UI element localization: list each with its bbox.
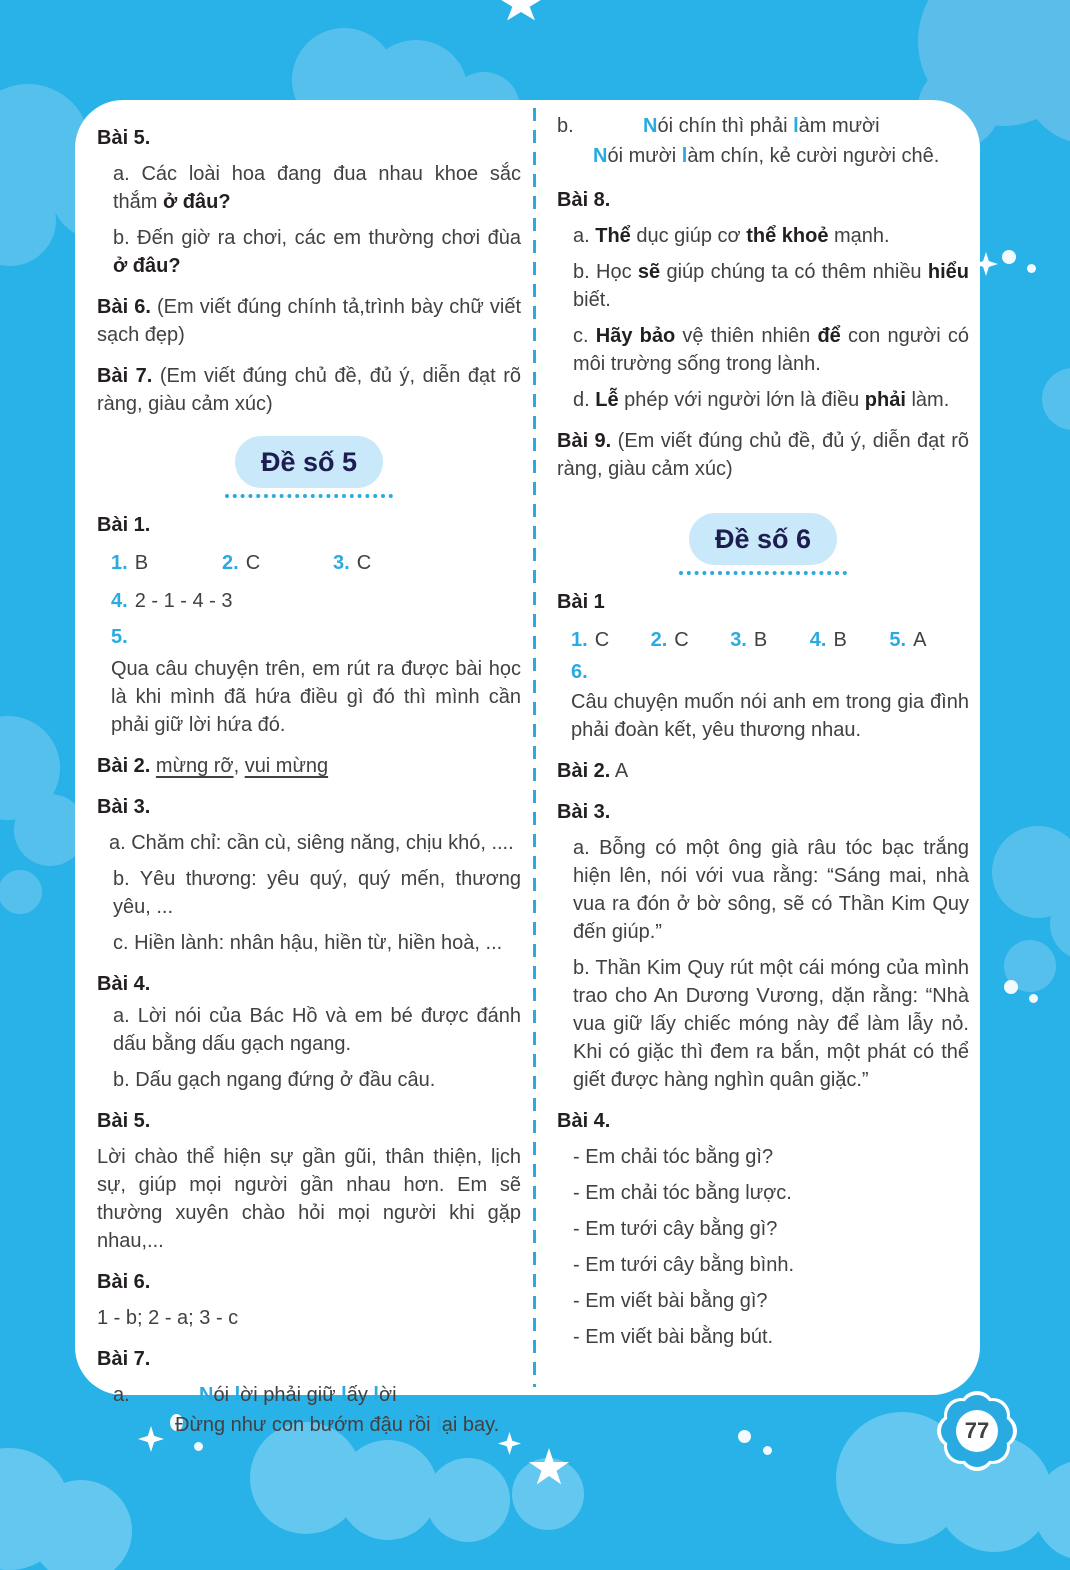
exercise-label-text: Bài 1.	[97, 514, 151, 536]
answer-value: B	[753, 629, 768, 651]
dot-decoration	[1029, 994, 1038, 1003]
exercise-label	[557, 798, 969, 826]
cloud-decoration	[992, 826, 1070, 918]
text-run: Hãy bảo	[595, 325, 676, 347]
answer-line: - Em tưới cây bằng gì?	[573, 1218, 778, 1240]
answer-value: C	[674, 629, 689, 651]
exercise-label	[97, 1107, 521, 1135]
text-run: con người có môi trường sống trong lành.	[573, 325, 969, 375]
text-run: b. Đến giờ ra chơi, các em thường chơi đùa	[113, 227, 521, 249]
answer-line: a. Chăm chỉ: cần cù, siêng năng, chịu khó, ....	[109, 832, 514, 854]
answer-item	[730, 626, 810, 654]
item-marker: a.	[113, 1384, 130, 1406]
answer-number: 6.	[571, 661, 588, 683]
answer-item	[333, 549, 444, 577]
text-run: b. Học	[573, 261, 638, 283]
verse-text	[199, 1381, 397, 1409]
answer-value: B	[134, 552, 149, 574]
text-run: sẽ	[637, 261, 661, 283]
item-marker: b.	[557, 115, 574, 137]
dotted-underline	[225, 494, 393, 498]
exercise-label-text: Bài 8.	[557, 189, 611, 211]
exercise-label-text: Bài 7.	[97, 365, 153, 387]
answer-line	[557, 322, 969, 378]
answer-row	[557, 626, 969, 654]
section-heading	[97, 436, 521, 498]
text-run: l	[234, 1384, 241, 1406]
verse-text	[643, 112, 880, 140]
right-column	[557, 112, 969, 1351]
text-run: vui mừng	[244, 755, 329, 777]
exercise-label-text: Bài 6.	[97, 1271, 151, 1293]
exercise-label-text: Bài 6.	[97, 296, 151, 318]
star-icon	[497, 0, 545, 24]
text-run: dục giúp cơ	[630, 225, 747, 247]
answer-number: 2.	[222, 552, 239, 574]
text-run: l	[436, 1414, 442, 1436]
answer-item	[810, 626, 890, 654]
answer-value: C	[356, 552, 372, 574]
answer-number: 5.	[111, 626, 128, 648]
answer-line: - Em chải tóc bằng lược.	[573, 1182, 792, 1204]
answer-paragraph: Lời chào thể hiện sự gần gũi, thân thiện, lịch sự, giúp mọi người gần nhau hơn. Em sẽ thường xuyên chào hỏi mọi người khi gặp nhau,...	[97, 1146, 521, 1252]
verse-line	[557, 112, 969, 140]
dot-decoration	[194, 1442, 203, 1451]
exercise-line	[97, 752, 521, 780]
dot-decoration	[1002, 250, 1016, 264]
answer-number: 5.	[889, 629, 907, 651]
answer-line	[97, 224, 521, 280]
answer-item	[889, 626, 969, 654]
dot-decoration	[1004, 980, 1018, 994]
answer-number: 2.	[650, 629, 668, 651]
dot-decoration	[1027, 264, 1036, 273]
exercise-label-text: Bài 3.	[557, 801, 611, 823]
dot-decoration	[763, 1446, 772, 1455]
text-run: để	[817, 325, 841, 347]
dot-decoration	[738, 1430, 751, 1443]
text-run: phép với người lớn là điều	[618, 389, 865, 411]
text-run: a. Các loài hoa đang đua nhau khoe sắc thắm	[113, 163, 521, 213]
answer-letter: A	[610, 760, 629, 782]
exercise-label-text: Bài 4.	[97, 973, 151, 995]
answer-line: - Em viết bài bằng gì?	[573, 1290, 768, 1312]
answer-number: 3.	[730, 629, 747, 651]
section-title: Đề số 6	[689, 513, 837, 565]
exercise-label-text: Bài 9.	[557, 430, 612, 452]
exercise-label-text: Bài 2.	[557, 760, 611, 782]
answer-number: 3.	[333, 552, 350, 574]
text-run: mạnh.	[828, 225, 890, 247]
answer-line: - Em tưới cây bằng bình.	[573, 1254, 795, 1276]
text-run: ời phải giữ	[240, 1384, 342, 1406]
answer-number: 4.	[111, 590, 128, 612]
exercise-line	[557, 757, 969, 785]
text-run: ,	[233, 755, 245, 777]
text-run: thể khoẻ	[746, 225, 829, 247]
exercise-label-text: Bài 5.	[97, 127, 151, 149]
text-run: ời	[378, 1384, 397, 1406]
answer-number: 4.	[809, 629, 827, 651]
exercise-label-text: Bài 1	[557, 591, 605, 613]
answer-line: - Em viết bài bằng bút.	[573, 1326, 774, 1348]
text-run: N	[643, 115, 658, 137]
verse-line	[97, 1411, 521, 1439]
verse-line	[557, 142, 969, 170]
answer-item	[222, 549, 333, 577]
text-run: c.	[573, 325, 596, 347]
text-run: vệ thiên nhiên	[675, 325, 818, 347]
section-title: Đề số 5	[235, 436, 383, 488]
text-run: N	[199, 1384, 214, 1406]
answer-line	[557, 258, 969, 314]
cloud-decoration	[0, 716, 60, 820]
answer-number: 1.	[571, 629, 588, 651]
exercise-label-text: Bài 2.	[97, 755, 151, 777]
left-column	[97, 124, 521, 1439]
answer-paragraph: Qua câu chuyện trên, em rút ra được bài học là khi mình đã hứa điều gì đó thì mình cần phải giữ lời hứa đó.	[111, 658, 521, 736]
answer-paragraph: a. Bỗng có một ông già râu tóc bạc trắng hiện lên, nói với vua rằng: “Sáng mai, nhà vua ra đón ở bờ sông, sẽ có Thần Kim Quy đến giúp.”	[573, 837, 969, 943]
cloud-decoration	[0, 1448, 70, 1570]
answer-paragraph: b. Thần Kim Quy rút một cái móng của mình trao cho An Dương Vương, dặn rằng: “Nhà vua giữ lấy chiếc móng này để làm lẫy nỏ. Khi có giặc thì đem ra bắn, một phát có thể giết được hàng nghìn quân giặc.”	[573, 957, 969, 1091]
answer-line: 1 - b; 2 - a; 3 - c	[97, 1307, 239, 1329]
answer-words	[150, 755, 328, 777]
answer-value: C	[245, 552, 261, 574]
column-divider	[533, 108, 536, 1387]
answer-row	[97, 587, 521, 615]
answer-value: 2 - 1 - 4 - 3	[134, 590, 233, 612]
exercise-label	[97, 124, 521, 152]
text-run: l	[373, 1384, 379, 1406]
exercise-note: (Em viết đúng chính tả,trình bày chữ viết sạch đẹp)	[97, 296, 522, 346]
exercise-label-text: Bài 7.	[97, 1348, 151, 1370]
answer-number: 1.	[111, 552, 128, 574]
section-heading	[557, 513, 969, 575]
page-number-badge	[944, 1398, 1010, 1464]
exercise-label-text: Bài 5.	[97, 1110, 151, 1132]
cloud-decoration	[1042, 368, 1070, 430]
exercise-line	[97, 362, 521, 418]
answer-line	[97, 160, 521, 216]
text-run: ói chín thì phải	[657, 115, 794, 137]
text-run: l	[341, 1384, 347, 1406]
text-run: ấy	[346, 1384, 374, 1406]
exercise-label-text: Bài 3.	[97, 796, 151, 818]
exercise-label	[97, 793, 521, 821]
text-run: Lễ	[595, 389, 619, 411]
answer-value: A	[913, 629, 927, 651]
text-run: ở đâu?	[113, 255, 181, 277]
exercise-line	[557, 427, 969, 483]
exercise-label	[557, 186, 969, 214]
text-run: l	[681, 145, 688, 167]
answer-line: c. Hiền lành: nhân hậu, hiền từ, hiền hoà, ...	[113, 932, 503, 954]
exercise-label	[97, 1345, 521, 1373]
text-run: N	[593, 145, 608, 167]
text-run: ói mười	[607, 145, 682, 167]
text-run: àm chín, kẻ cười người chê.	[687, 145, 940, 167]
dotted-underline	[679, 571, 847, 575]
exercise-label-text: Bài 4.	[557, 1110, 611, 1132]
text-run: Đừng như con bướm đậu rồi	[175, 1414, 437, 1436]
answer-line: - Em chải tóc bằng gì?	[573, 1146, 774, 1168]
text-run: làm.	[905, 389, 950, 411]
text-run: àm mười	[798, 115, 880, 137]
text-run: ói	[213, 1384, 235, 1406]
answer-paragraph: Câu chuyện muốn nói anh em trong gia đình phải đoàn kết, yêu thương nhau.	[571, 691, 969, 741]
answer-item	[111, 549, 222, 577]
page-number: 77	[956, 1410, 998, 1452]
text-run: giúp chúng ta có thêm nhiều	[660, 261, 928, 283]
answer-item	[571, 626, 651, 654]
text-run: mừng rỡ	[155, 755, 234, 777]
exercise-note: (Em viết đúng chủ đề, đủ ý, diễn đạt rõ ràng, giàu cảm xúc)	[557, 430, 970, 480]
answer-value: C	[594, 629, 610, 651]
answer-item	[651, 626, 731, 654]
text-run: biết.	[573, 289, 611, 311]
text-run: a.	[573, 225, 596, 247]
star-icon	[528, 1448, 570, 1488]
answer-line: b. Dấu gạch ngang đứng ở đầu câu.	[113, 1069, 436, 1091]
exercise-label	[97, 970, 521, 998]
answer-item	[111, 587, 233, 615]
exercise-label	[97, 511, 521, 539]
exercise-line	[97, 293, 521, 349]
answer-line: b. Yêu thương: yêu quý, quý mến, thương yêu, ...	[113, 868, 521, 918]
answer-line: a. Lời nói của Bác Hồ và em bé được đánh dấu bằng dấu gạch ngang.	[113, 1005, 521, 1055]
answer-card	[75, 100, 980, 1436]
exercise-label	[557, 1107, 969, 1135]
text-run: ở đâu?	[163, 191, 231, 213]
text-run: Thể	[595, 225, 631, 247]
text-run: ại bay.	[441, 1414, 500, 1436]
answer-line	[557, 222, 969, 250]
exercise-label	[557, 588, 969, 616]
text-run: l	[793, 115, 799, 137]
answer-value: B	[833, 629, 847, 651]
text-run: phải	[864, 389, 906, 411]
exercise-note: (Em viết đúng chủ đề, đủ ý, diễn đạt rõ ràng, giàu cảm xúc)	[97, 365, 522, 415]
answer-line	[557, 386, 969, 414]
answer-row	[97, 549, 521, 577]
exercise-label	[97, 1268, 521, 1296]
verse-line	[97, 1381, 521, 1409]
text-run: d.	[573, 389, 596, 411]
text-run: hiểu	[927, 261, 970, 283]
